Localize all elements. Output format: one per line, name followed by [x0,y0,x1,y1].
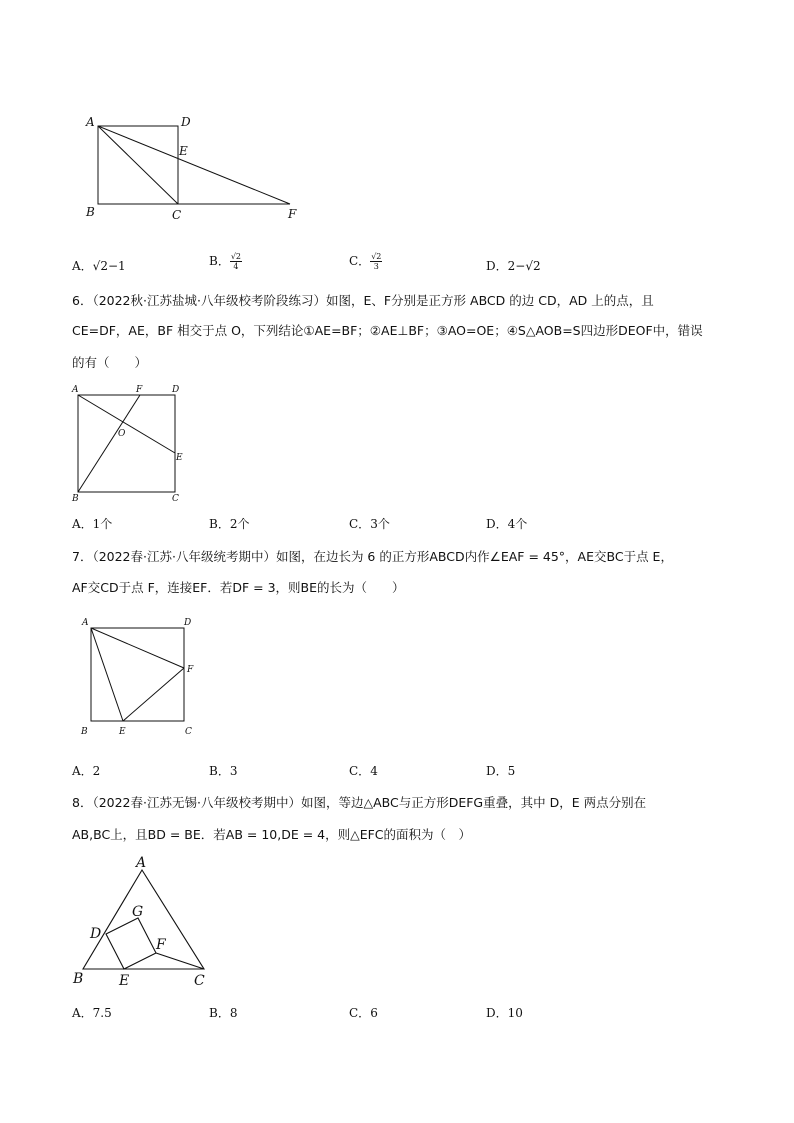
q5-option-c-denominator: 3 [373,262,379,271]
q8-option-c-letter: C． [349,1006,371,1020]
q8-option-c [349,1004,378,1021]
q8-option-d-letter: D． [486,1006,508,1020]
q5-option-a-letter: A． [72,259,93,273]
q6-figure [66,380,196,505]
q5-label-e: E [179,144,188,158]
q5-option-c [349,252,382,271]
q7-line-1: 7．（2022春·江苏·八年级统考期中）如图，在边长为 6 的正方形ABCD内作∠EAF = 45°，AE交BC于点 E， [72,549,673,564]
q8-label-e: E [119,973,130,989]
q7-label-e: E [119,727,126,737]
q5-label-f: F [288,207,297,221]
q7-option-b-text: 3 [229,764,238,778]
q5-line-af [98,126,290,204]
q6-option-a-text: 1个 [92,517,113,531]
q8-option-a-text: 7.5 [92,1006,112,1020]
q5-option-c-numerator: √2 [371,252,382,261]
q8-option-b-letter: B． [209,1006,230,1020]
q8-option-d [486,1004,523,1021]
q8-label-b: B [73,971,84,987]
q7-option-c-letter: C． [349,764,371,778]
q7-label-f: F [187,665,194,675]
q5-option-c-letter: C． [349,254,371,268]
q6-line-ae [78,395,175,453]
q5-label-a: A [86,115,95,129]
q8-option-b-text: 8 [229,1006,238,1020]
q7-option-b [209,762,237,779]
q7-option-c-text: 4 [370,764,378,778]
q8-label-a: A [136,855,147,871]
q6-label-f: F [136,385,143,395]
q6-option-b-letter: B． [209,517,230,531]
q6-option-c [349,515,390,532]
q8-label-f: F [156,937,166,953]
q8-square-defg [106,918,156,969]
q5-option-b-numerator: √2 [230,252,242,261]
q6-line-bf [78,395,140,492]
q8-line-1: 8．（2022春·江苏无锡·八年级校考期中）如图，等边△ABC与正方形DEFG重叠，其中 D，E 两点分别在 [72,795,647,810]
q6-option-b [209,515,249,532]
q8-label-d: D [90,926,102,942]
q6-label-e: E [176,453,183,463]
q6-label-d: D [172,385,180,395]
q6-label-b: B [72,494,79,504]
q6-line-2: CE=DF，AE，BF 相交于点 O，下列结论①AE=BF；②AE⊥BF；③AO=OE；④S△AOB=S四边形DEOF中，错误 [72,323,703,338]
q6-square [78,395,175,492]
q7-option-d [486,762,515,779]
q5-option-b-letter: B． [209,254,230,268]
q8-line-fc [156,953,204,969]
q6-option-a [72,515,112,532]
q8-option-c-text: 6 [370,1006,378,1020]
q8-triangle [83,870,204,969]
q5-label-d: D [181,115,191,129]
q6-option-c-text: 3个 [370,517,390,531]
q5-option-b-denominator: 4 [233,262,239,271]
q7-option-b-letter: B． [209,764,230,778]
q7-figure [76,612,206,742]
q8-option-b [209,1004,237,1021]
q7-option-a [72,762,100,779]
q7-option-c [349,762,378,779]
q8-figure-svg [68,852,218,992]
q7-line-2: AF交CD于点 F，连接EF．若DF = 3，则BE的长为（ ） [72,580,405,595]
q5-option-d-text: 2−√2 [507,259,541,273]
q6-option-d-text: 4个 [507,517,528,531]
q5-option-b-fraction [230,252,242,271]
q7-square [91,628,184,721]
q8-figure [68,852,218,992]
q7-label-b: B [81,727,88,737]
q7-line-ae [91,628,123,721]
q7-option-a-letter: A． [72,764,93,778]
q5-option-c-fraction [370,252,382,271]
q5-line-ac [98,126,178,204]
q7-line-ef [123,668,184,721]
q6-option-d [486,515,527,532]
q8-option-d-text: 10 [507,1006,523,1020]
q6-option-c-letter: C． [349,517,371,531]
q7-line-af [91,628,184,668]
q8-option-a [72,1004,112,1021]
q5-option-a [72,257,126,274]
q7-figure-svg [76,612,206,742]
q7-option-a-text: 2 [92,764,101,778]
q5-option-d [486,257,541,274]
q6-label-c: C [172,494,179,504]
q6-option-d-letter: D． [486,517,508,531]
q8-option-a-letter: A． [72,1006,93,1020]
q5-figure [80,110,320,225]
q6-option-a-letter: A． [72,517,93,531]
q5-option-b [209,252,242,271]
q6-line-3: 的有（ ） [72,355,148,370]
q8-label-g: G [132,904,144,920]
q8-line-2: AB,BC上，且BD = BE．若AB = 10,DE = 4，则△EFC的面积为（ ） [72,827,472,842]
q6-line-1: 6．（2022秋·江苏盐城·八年级校考阶段练习）如图，E、F分别是正方形 ABCD 的边 CD，AD 上的点，且 [72,293,654,308]
q7-label-a: A [82,618,89,628]
q5-label-b: B [86,205,95,219]
q7-label-d: D [184,618,192,628]
q8-label-c: C [194,973,205,989]
q5-figure-svg [80,110,320,225]
q5-option-a-text: √2−1 [92,259,126,273]
q6-label-a: A [72,385,79,395]
q7-option-d-letter: D． [486,764,508,778]
q6-figure-svg [66,380,196,505]
q6-option-b-text: 2个 [229,517,250,531]
q6-label-o: O [118,429,126,439]
q7-label-c: C [185,727,192,737]
q7-option-d-text: 5 [507,764,516,778]
q5-option-d-letter: D． [486,259,508,273]
q5-label-c: C [172,208,182,222]
